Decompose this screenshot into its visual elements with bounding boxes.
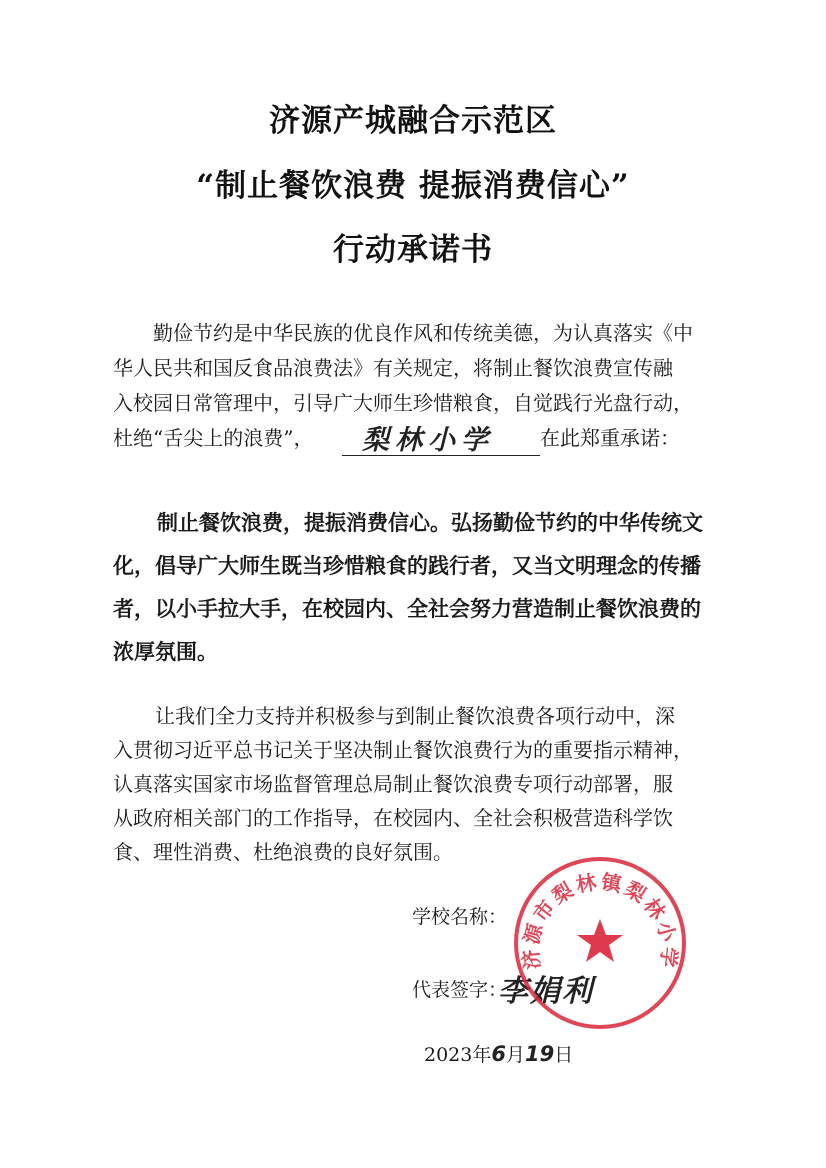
pledge-line-1: 制止餐饮浪费，提振消费信心。弘扬勤俭节约的中华传统文	[157, 511, 703, 535]
date-month-unit: 月	[505, 1044, 525, 1066]
handwritten-school-name: 梨林小学	[362, 425, 494, 456]
title-line-1: 济源产城融合示范区	[269, 103, 557, 139]
date-year: 2023年	[424, 1044, 492, 1066]
intro-line-1: 勤俭节约是中华民族的优良作风和传统美德，为认真落实《中	[153, 321, 693, 345]
commitment-line-3: 认真落实国家市场监督管理总局制止餐饮浪费专项行动部署，服	[113, 772, 673, 796]
date-day: 19	[525, 1042, 555, 1066]
title-line-2: “制止餐饮浪费 提振消费信心”	[196, 168, 630, 204]
intro-line-4-suffix: 在此郑重承诺：	[540, 426, 680, 450]
pledge-line-4: 浓厚氛围。	[113, 640, 218, 664]
date-day-unit: 日	[554, 1044, 574, 1066]
pledge-line-3: 者，以小手拉大手，在校园内、全社会努力营造制止餐饮浪费的	[113, 597, 701, 621]
school-name-label: 学校名称：	[412, 906, 508, 928]
intro-line-4-prefix: 杜绝“舌尖上的浪费”，	[113, 426, 314, 450]
seal-text-path: 济源市梨林镇梨林小学	[518, 869, 682, 972]
intro-line-2: 华人民共和国反食品浪费法》有关规定，将制止餐饮浪费宣传融	[113, 356, 673, 380]
representative-label: 代表签字：	[412, 979, 508, 1001]
date-month: 6	[491, 1042, 506, 1066]
commitment-line-1: 让我们全力支持并积极参与到制止餐饮浪费各项行动中，深	[155, 704, 675, 728]
commitment-line-2: 入贯彻习近平总书记关于坚决制止餐饮浪费行为的重要指示精神，	[113, 738, 693, 762]
intro-line-3: 入校园日常管理中，引导广大师生珍惜粮食，自觉践行光盘行动，	[113, 391, 693, 415]
title-line-3: 行动承诺书	[333, 232, 493, 268]
commitment-line-5: 食、理性消费、杜绝浪费的良好氛围。	[113, 840, 453, 864]
representative-signature: 李娟利	[498, 974, 594, 1009]
pledge-line-2: 化，倡导广大师生既当珍惜粮食的践行者，又当文明理念的传播	[113, 554, 701, 578]
official-seal	[512, 855, 688, 1031]
commitment-line-4: 从政府相关部门的工作指导，在校园内、全社会积极营造科学饮	[113, 806, 673, 830]
seal-star-icon	[577, 919, 623, 962]
date-line	[424, 1040, 573, 1067]
